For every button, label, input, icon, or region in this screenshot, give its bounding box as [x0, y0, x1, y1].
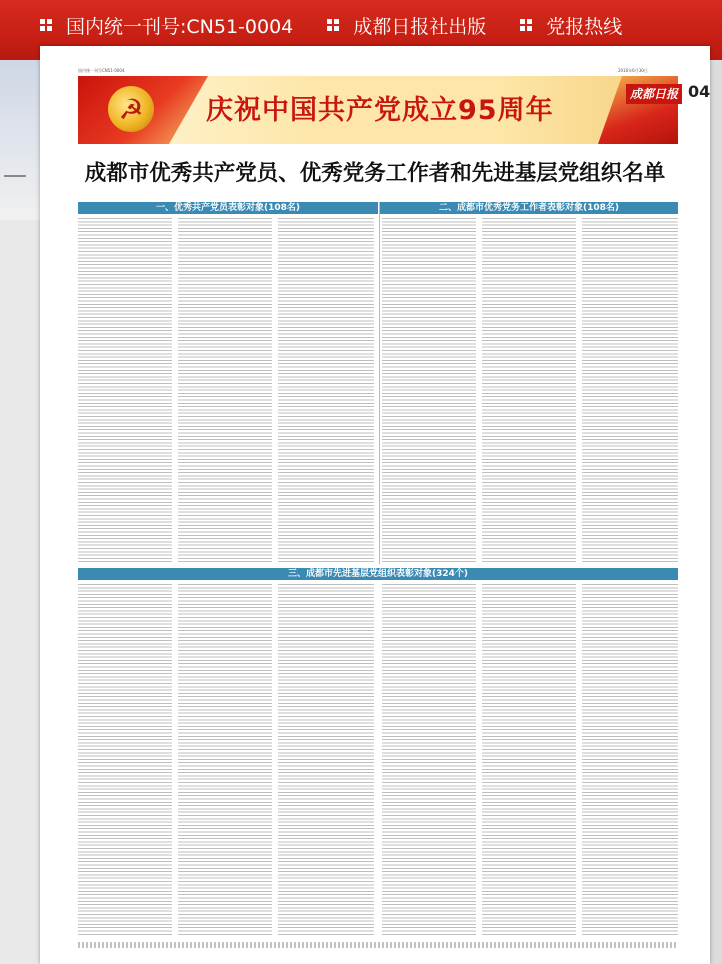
- party-emblem-icon: ☭: [108, 86, 154, 132]
- grid-icon: [520, 19, 532, 31]
- left-thumbnail-strip: [0, 60, 40, 220]
- text-column: [178, 218, 272, 563]
- masthead-banner: [78, 76, 711, 144]
- right-scroll-strip[interactable]: [708, 60, 722, 964]
- newspaper-logo: 成都日报: [626, 84, 682, 104]
- topbar-item-publisher: [327, 12, 486, 39]
- text-column: [382, 218, 476, 563]
- text-column: [278, 584, 374, 936]
- topbar-row: [40, 8, 656, 42]
- text-column: [482, 584, 576, 936]
- text-column: [382, 584, 476, 936]
- topbar-label-cn: 国内统一刊号:CN51-0004: [66, 15, 294, 38]
- grid-icon: [40, 19, 52, 31]
- section-header-2: 二、成都市优秀党务工作者表彰对象(108名): [380, 202, 678, 214]
- text-column: [178, 584, 272, 936]
- text-column: [78, 218, 172, 563]
- page-footer: [78, 942, 678, 948]
- topbar-item-cn: [40, 12, 293, 39]
- newspaper-page[interactable]: [40, 46, 710, 964]
- text-column: [582, 218, 678, 563]
- page-headline: 成都市优秀共产党员、优秀党务工作者和先进基层党组织名单: [84, 161, 666, 186]
- section-header-3: 三、成都市先进基层党组织表彰对象(324个): [78, 568, 678, 580]
- date-text: 2016年6月30日: [618, 68, 648, 73]
- text-column: [78, 584, 172, 936]
- text-column: [482, 218, 576, 563]
- grid-icon: [327, 19, 339, 31]
- page-number: 04: [688, 82, 711, 101]
- issue-text: 国内统一刊号CN51-0004: [78, 68, 125, 73]
- column-divider: [379, 202, 380, 564]
- topbar-label-publisher: 成都日报社出版: [353, 15, 487, 38]
- text-column: [278, 218, 374, 563]
- topbar-item-hotline: [520, 12, 622, 39]
- text-column: [582, 584, 678, 936]
- section-header-1: 一、优秀共产党员表彰对象(108名): [78, 202, 378, 214]
- banner-title: 庆祝中国共产党成立95周年: [206, 95, 554, 126]
- topbar-label-hotline: 党报热线: [546, 15, 623, 38]
